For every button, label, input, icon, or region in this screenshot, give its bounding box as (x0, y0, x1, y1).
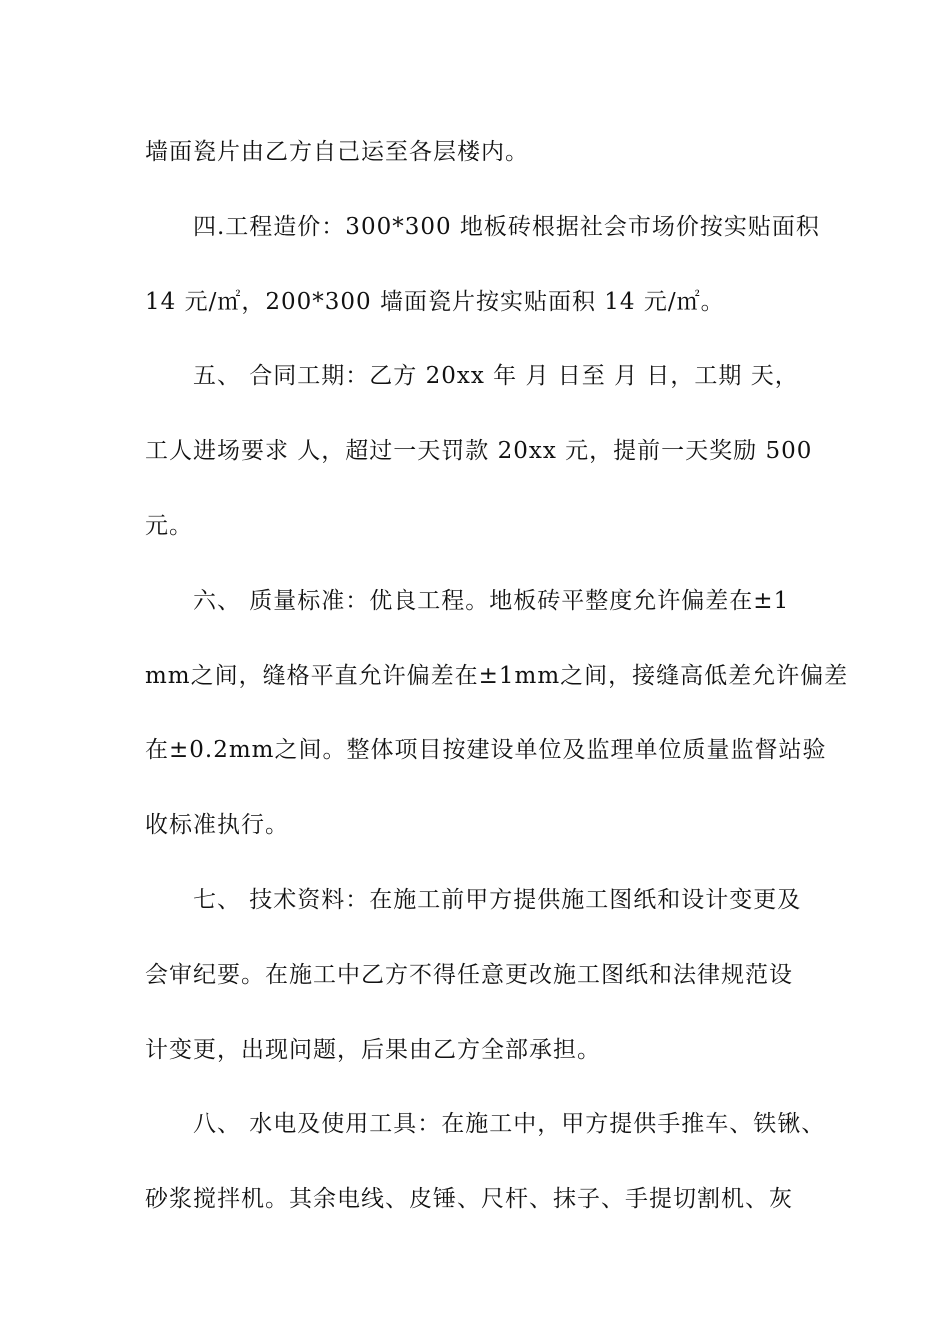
text-line-6: 元。 (145, 513, 193, 539)
text-line-8: mm之间，缝格平直允许偏差在±1mm之间，接缝高低差允许偏差 (145, 663, 849, 689)
text-line-3: 14 元/㎡，200*300 墙面瓷片按实贴面积 14 元/㎡。 (145, 289, 725, 315)
clause-4-price: 四.工程造价：300*300 地板砖根据社会市场价按实贴面积 (193, 214, 820, 240)
text-line-9: 在±0.2mm之间。整体项目按建设单位及监理单位质量监督站验 (145, 737, 827, 763)
text-line-10: 收标准执行。 (145, 812, 289, 838)
text-line-12: 会审纪要。在施工中乙方不得任意更改施工图纸和法律规范设 (145, 962, 793, 988)
text-line-5: 工人进场要求 人，超过一天罚款 20xx 元，提前一天奖励 500 (145, 438, 813, 464)
clause-7-technical: 七、 技术资料：在施工前甲方提供施工图纸和设计变更及 (193, 887, 802, 913)
clause-5-schedule: 五、 合同工期：乙方 20xx 年 月 日至 月 日，工期 天， (193, 363, 799, 389)
clause-6-quality: 六、 质量标准：优良工程。地板砖平整度允许偏差在±1 (193, 588, 790, 614)
text-line-1: 墙面瓷片由乙方自己运至各层楼内。 (145, 139, 529, 165)
text-line-15: 砂浆搅拌机。其余电线、皮锤、尺杆、抹子、手提切割机、灰 (145, 1186, 793, 1212)
text-line-13: 计变更，出现问题，后果由乙方全部承担。 (145, 1037, 601, 1063)
clause-8-utilities: 八、 水电及使用工具：在施工中，甲方提供手推车、铁锹、 (193, 1111, 826, 1137)
